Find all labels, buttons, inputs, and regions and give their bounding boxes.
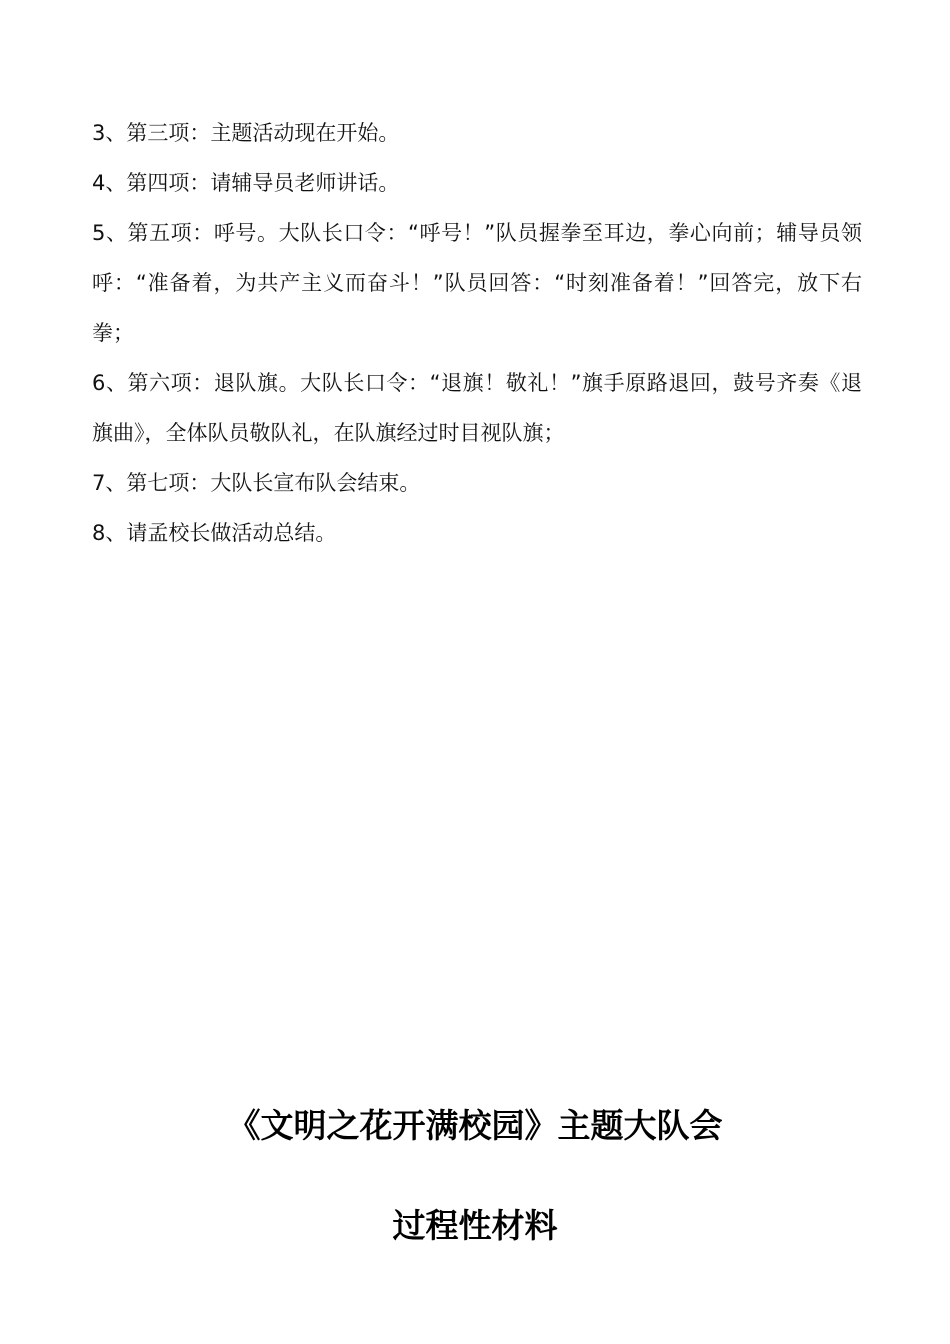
step-item-4: 4、第四项：请辅导员老师讲话。 xyxy=(92,171,400,195)
step-item-5: 5、第五项：呼号。大队长口令：“呼号！”队员握拳至耳边，拳心向前；辅导员领呼：“准备着，为共产主义而奋斗！”队员回答：“时刻准备着！”回答完，放下右拳； xyxy=(92,221,862,345)
step-item-7: 7、第七项：大队长宣布队会结束。 xyxy=(92,471,421,495)
step-item-8: 8、请孟校长做活动总结。 xyxy=(92,521,337,545)
step-item-6: 6、第六项：退队旗。大队长口令：“退旗！敬礼！”旗手原路退回，鼓号齐奏《退旗曲》，全体队员敬队礼，在队旗经过时目视队旗； xyxy=(92,371,862,445)
document-title: 《文明之花开满校园》主题大队会 xyxy=(227,1106,723,1145)
step-list xyxy=(92,108,862,558)
document-subtitle: 过程性材料 xyxy=(392,1206,558,1245)
step-item-3: 3、第三项：主题活动现在开始。 xyxy=(92,121,400,145)
